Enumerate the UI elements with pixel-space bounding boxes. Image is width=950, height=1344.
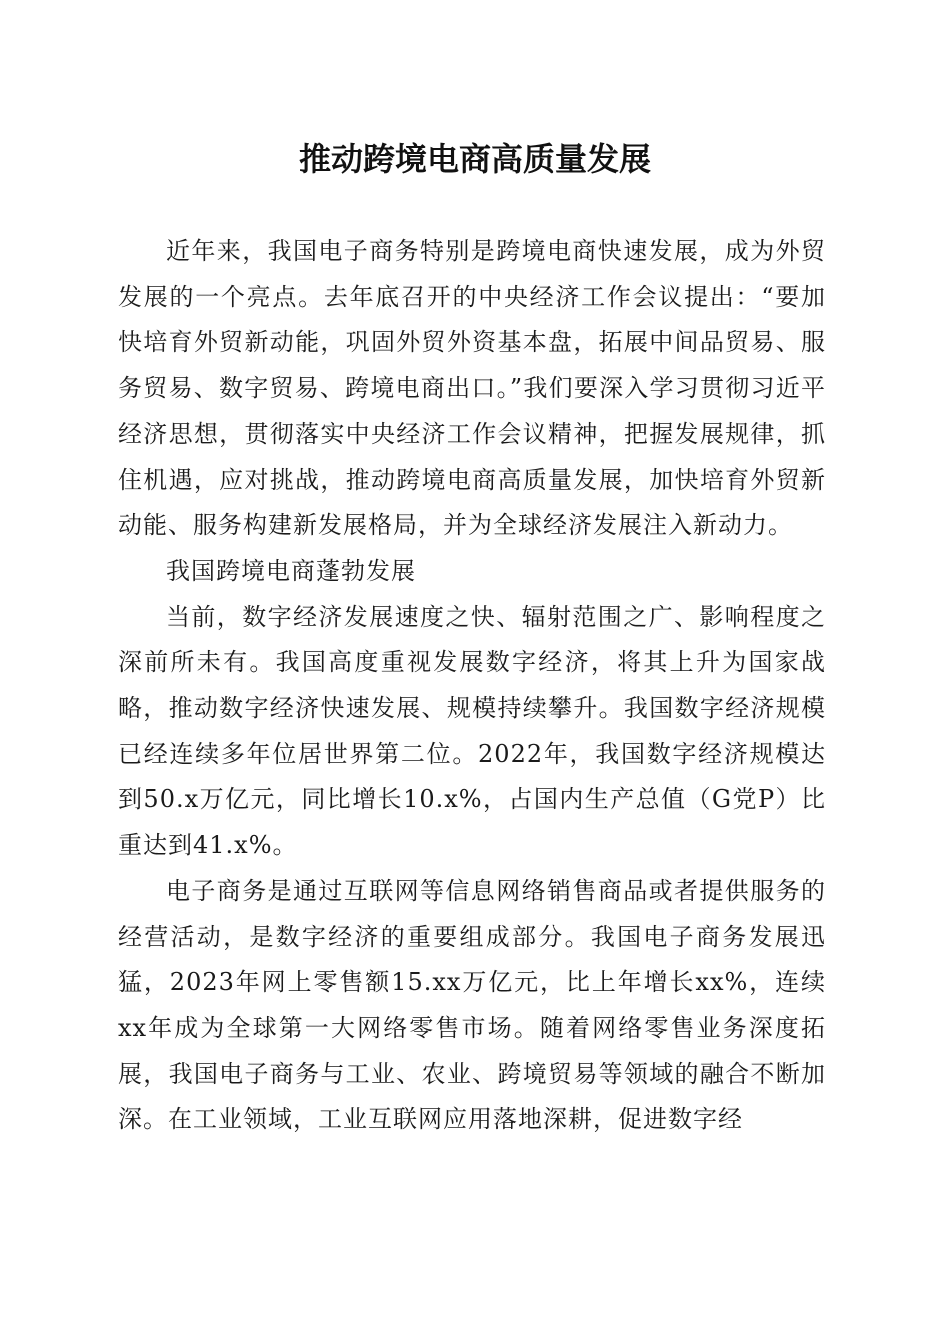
document-body [118,229,826,1143]
section-heading: 我国跨境电商蓬勃发展 [166,556,416,585]
paragraph-digital-economy: 当前，数字经济发展速度之快、辐射范围之广、影响程度之深前所未有。我国高度重视发展数字经济，将其上升为国家战略，推动数字经济快速发展、规模持续攀升。我国数字经济规模已经连续多年位居世界第二位。2022年，我国数字经济规模达到50.x万亿元，同比增长10.x%，占国内生产总值（G党P）比重达到41.x%。 [118,602,826,860]
paragraph-intro: 近年来，我国电子商务特别是跨境电商快速发展，成为外贸发展的一个亮点。去年底召开的中央经济工作会议提出：“要加快培育外贸新动能，巩固外贸外资基本盘，拓展中间品贸易、服务贸易、数字贸易、跨境电商出口。”我们要深入学习贯彻习近平经济思想，贯彻落实中央经济工作会议精神，把握发展规律，抓住机遇，应对挑战，推动跨境电商高质量发展，加快培育外贸新动能、服务构建新发展格局，并为全球经济发展注入新动力。 [118,237,826,540]
document-title: 推动跨境电商高质量发展 [298,140,651,178]
paragraph-ecommerce: 电子商务是通过互联网等信息网络销售商品或者提供服务的经营活动，是数字经济的重要组成部分。我国电子商务发展迅猛，2023年网上零售额15.xx万亿元，比上年增长xx%，连续xx年成为全球第一大网络零售市场。随着网络零售业务深度拓展，我国电子商务与工业、农业、跨境贸易等领域的融合不断加深。在工业领域，工业互联网应用落地深耕，促进数字经 [118,876,826,1134]
